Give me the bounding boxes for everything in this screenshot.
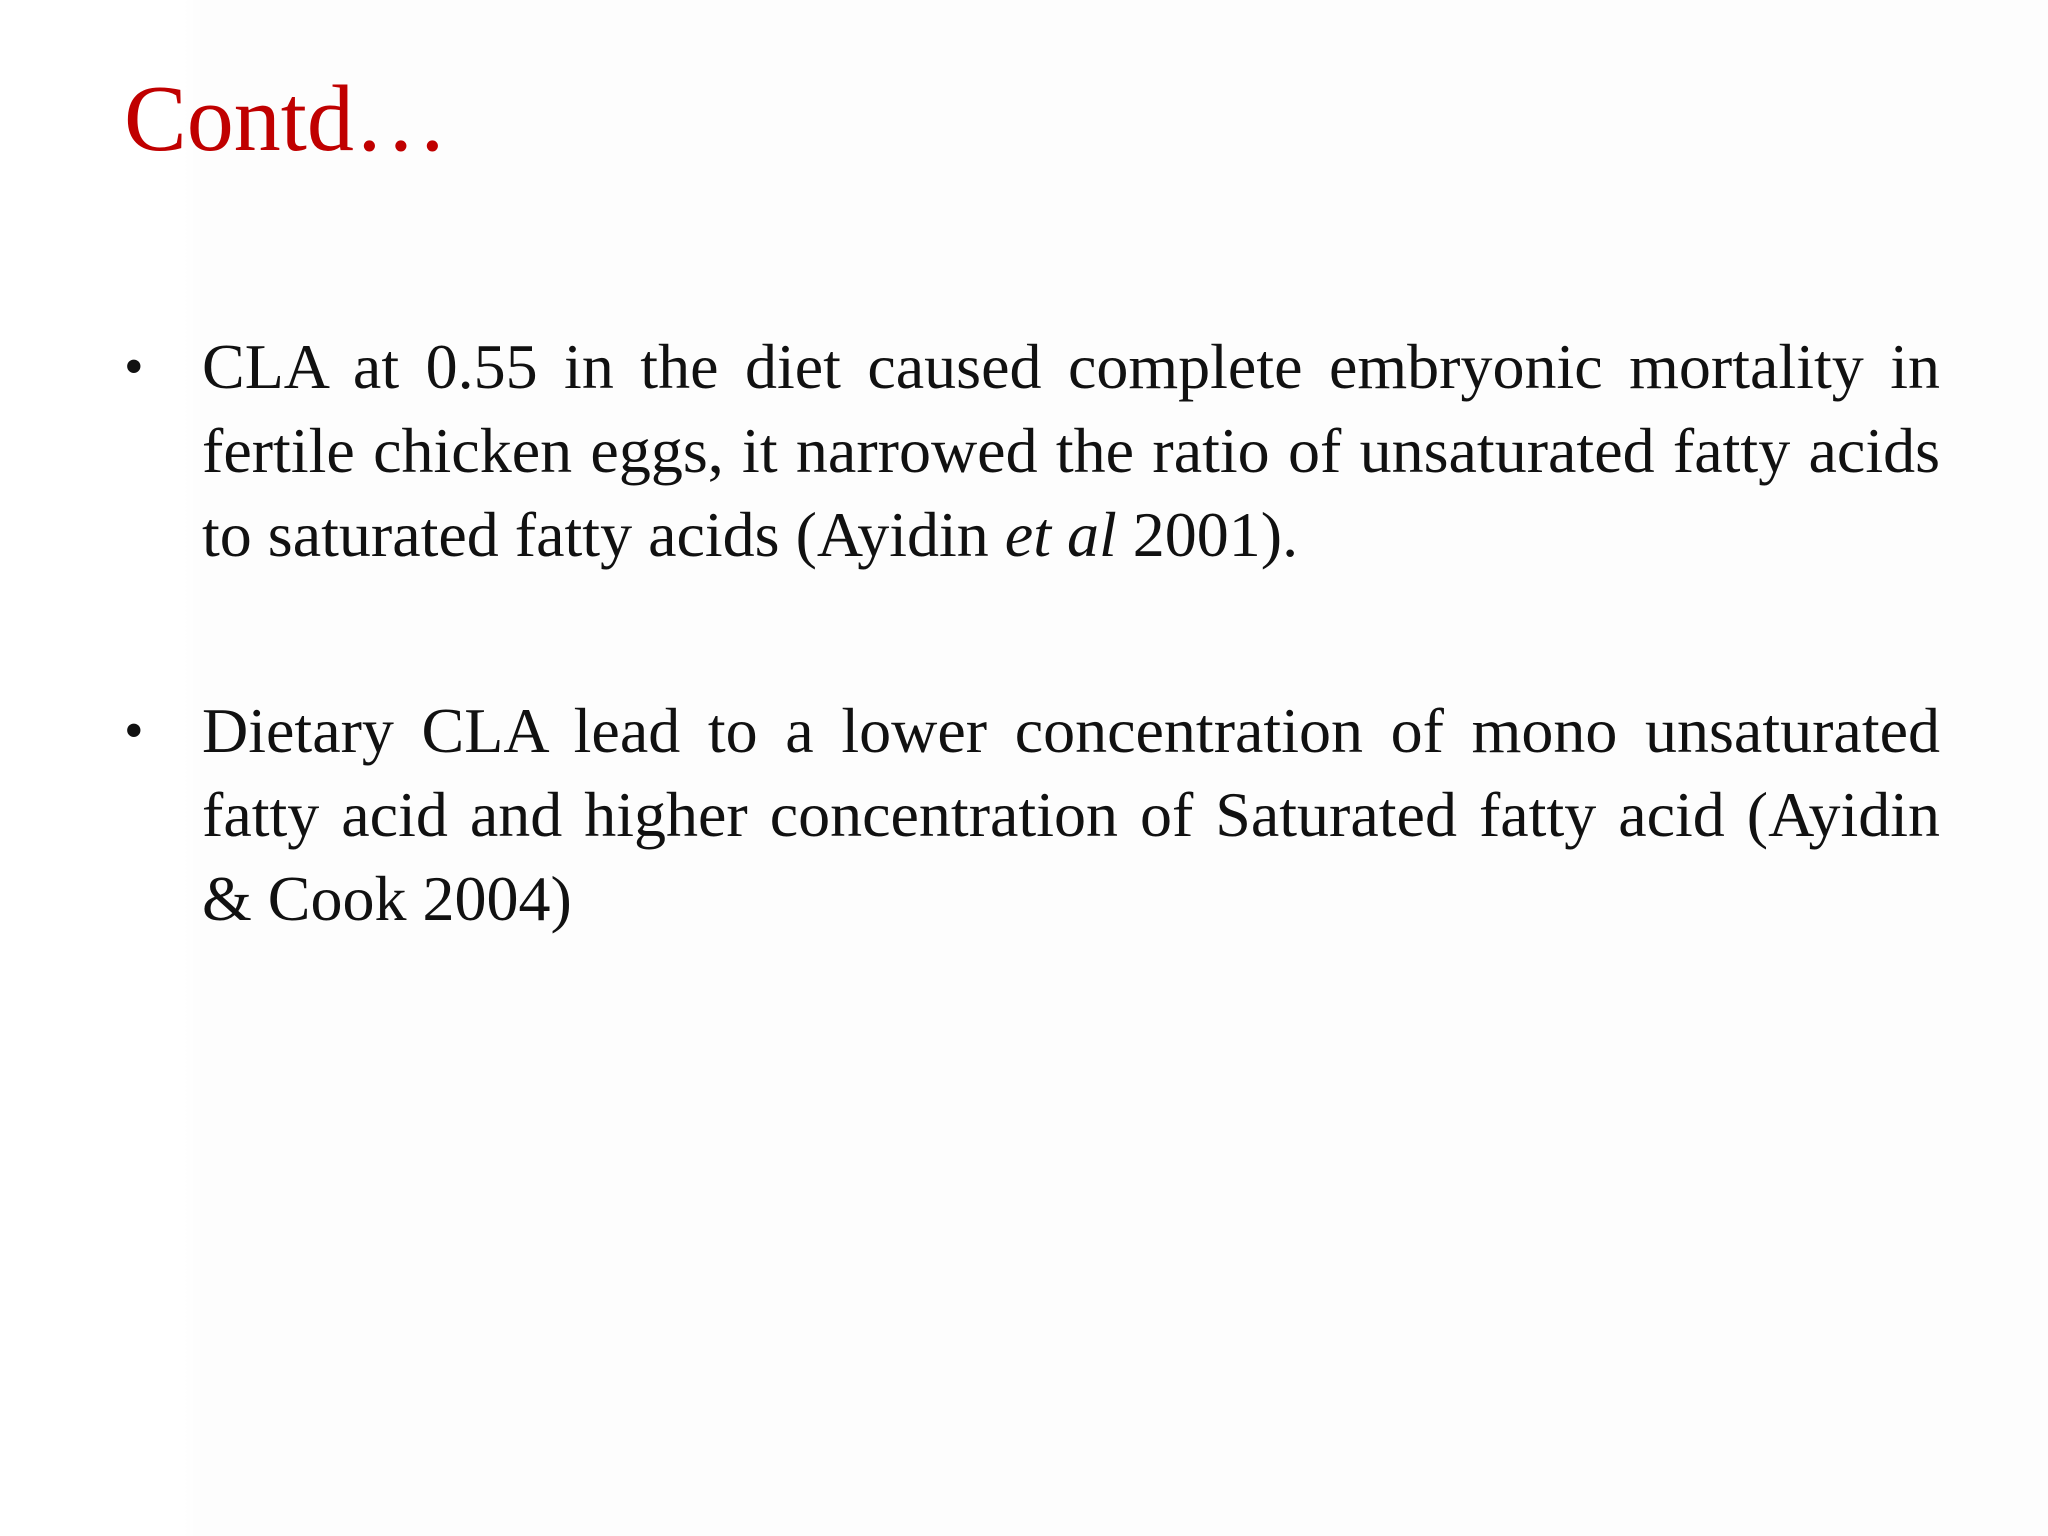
- bullet-icon: •: [124, 700, 144, 762]
- bullet-text: Dietary CLA lead to a lower concentration of mono unsaturated fatty acid and higher concentration of Saturated fatty acid (Ayidin & Cook 2004): [202, 695, 1940, 934]
- bullet-text-main: CLA at 0.55 in the diet caused complete embryonic mortality in fertile chicken eggs, it narrowed the ratio of unsaturated fatty acids to saturated fatty acids (Ayidin: [202, 331, 1940, 570]
- bullet-icon: •: [124, 336, 144, 398]
- bullet-item-2: [124, 689, 1940, 941]
- slide-title: Contd…: [124, 67, 448, 171]
- bullet-list: [124, 325, 1940, 1053]
- bullet-item-1: [124, 325, 1940, 577]
- bullet-text: [202, 331, 1940, 570]
- bullet-text-end: 2001).: [1116, 499, 1299, 570]
- bullet-text-italic: et al: [1004, 499, 1117, 570]
